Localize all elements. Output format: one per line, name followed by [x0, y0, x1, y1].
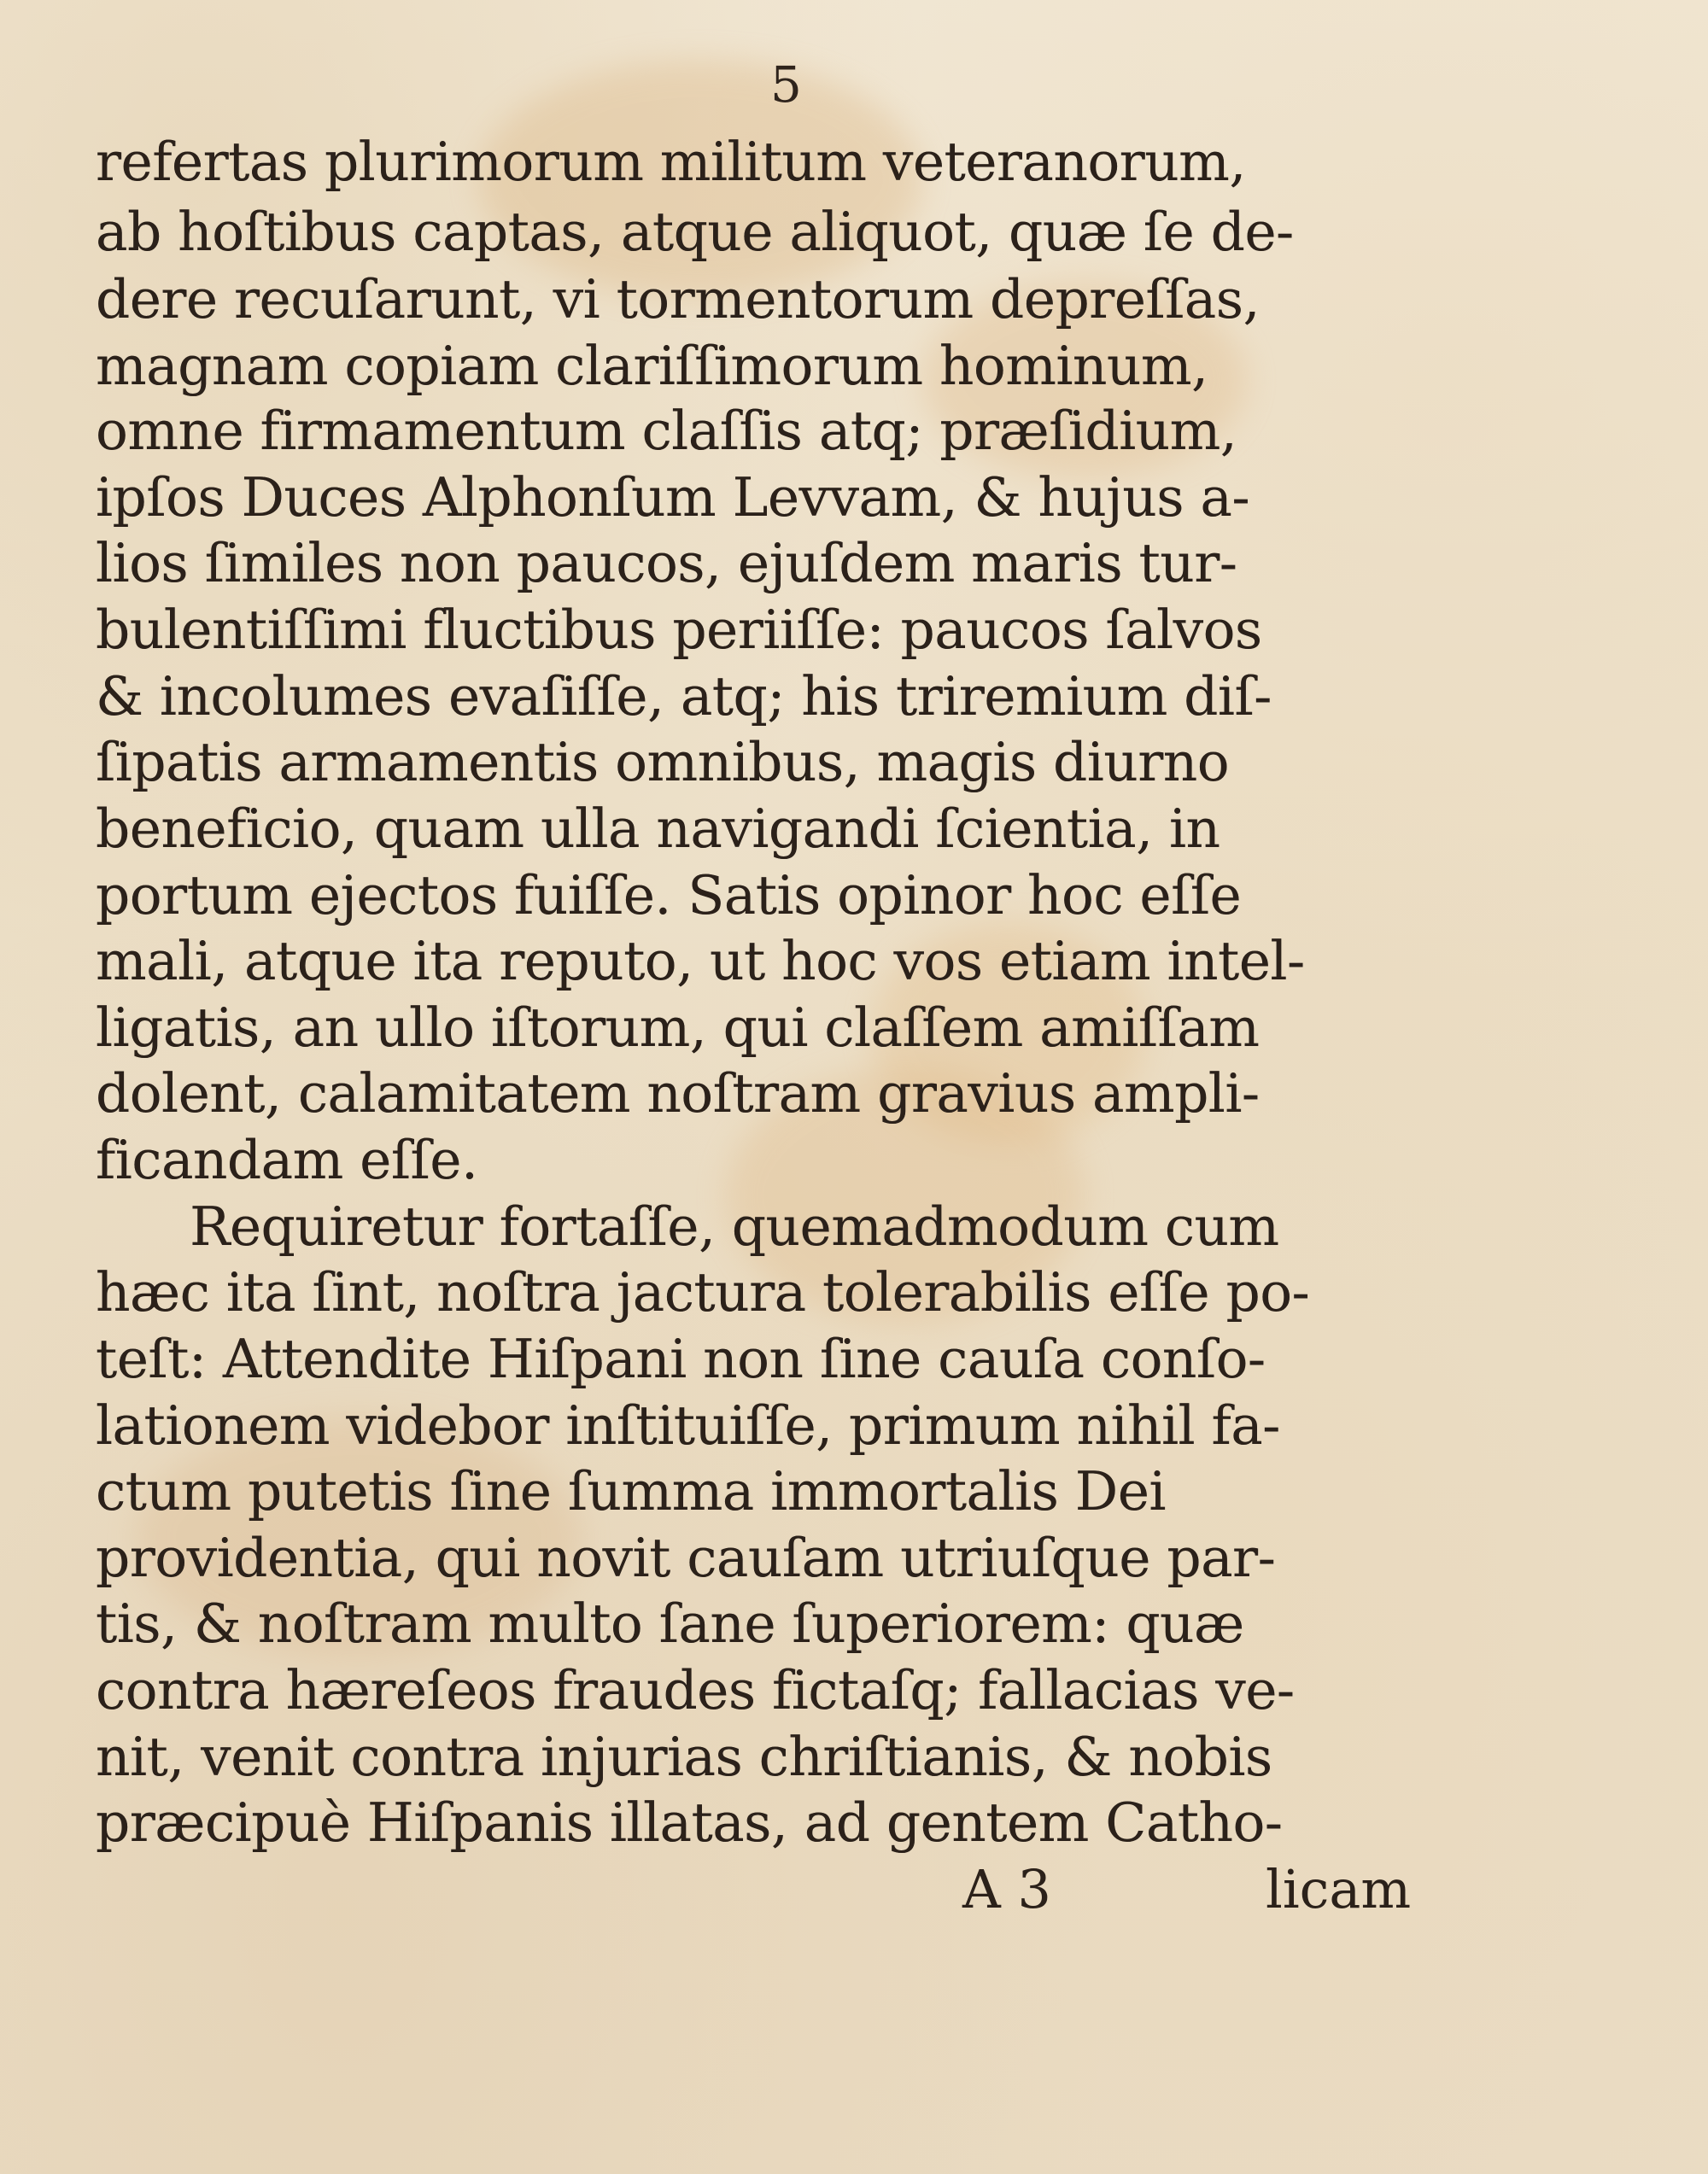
text-line: ligatis, an ullo iſtorum, qui claſſem amiſſam [96, 996, 1260, 1059]
text-line: providentia, qui novit cauſam utriuſque par- [96, 1527, 1276, 1589]
text-line: refertas plurimorum militum veteranorum, [96, 131, 1246, 193]
text-line: lationem videbor inſtituiſſe, primum nihil fa- [96, 1394, 1280, 1457]
signature-mark: A 3 [962, 1858, 1051, 1920]
text-line: tis, & noſtram multo ſane ſuperiorem: quæ [96, 1593, 1244, 1655]
text-line: hæc ita ſint, noſtra jactura tolerabilis eſſe po- [96, 1261, 1310, 1324]
text-line: lios ſimiles non paucos, ejuſdem maris tur- [96, 532, 1237, 594]
text-line: teſt: Attendite Hiſpani non ſine cauſa conſo- [96, 1328, 1266, 1390]
text-line: contra hæreſeos fraudes fictaſq; fallacias ve- [96, 1659, 1295, 1721]
text-line: ab hoſtibus captas, atque aliquot, quæ ſe de- [96, 201, 1294, 263]
text-line: omne firmamentum claſſis atq; præſidium, [96, 400, 1237, 462]
text-line: portum ejectos fuiſſe. Satis opinor hoc eſſe [96, 864, 1242, 926]
page-number-top: 5 [770, 56, 802, 114]
text-line: bulentiſſimi fluctibus periiſſe: paucos ſalvos [96, 599, 1262, 661]
text-line: Requiretur fortaſſe, quemadmodum cum [190, 1195, 1279, 1258]
text-line: magnam copiam clariſſimorum hominum, [96, 335, 1208, 397]
text-line: ctum putetis ſine ſumma immortalis Dei [96, 1460, 1166, 1522]
text-line: ipſos Duces Alphonſum Levvam, & hujus a- [96, 466, 1250, 529]
text-line: nit, venit contra injurias chriſtianis, & nobis [96, 1726, 1272, 1788]
text-line: ficandam eſſe. [96, 1129, 478, 1191]
text-block [96, 0, 1412, 1964]
text-line: dolent, calamitatem noſtram gravius ampli- [96, 1062, 1260, 1125]
text-line: præcipuè Hiſpanis illatas, ad gentem Catho- [96, 1791, 1283, 1854]
text-line: beneficio, quam ulla navigandi ſcientia, in [96, 798, 1220, 860]
catchword: licam [1266, 1858, 1412, 1920]
text-line: mali, atque ita reputo, ut hoc vos etiam intel- [96, 930, 1305, 992]
text-line: & incolumes evaſiſſe, atq; his triremium diſ- [96, 665, 1272, 728]
text-line: dere recuſarunt, vi tormentorum depreſſas, [96, 268, 1260, 330]
text-line: ſipatis armamentis omnibus, magis diurno [96, 731, 1230, 793]
